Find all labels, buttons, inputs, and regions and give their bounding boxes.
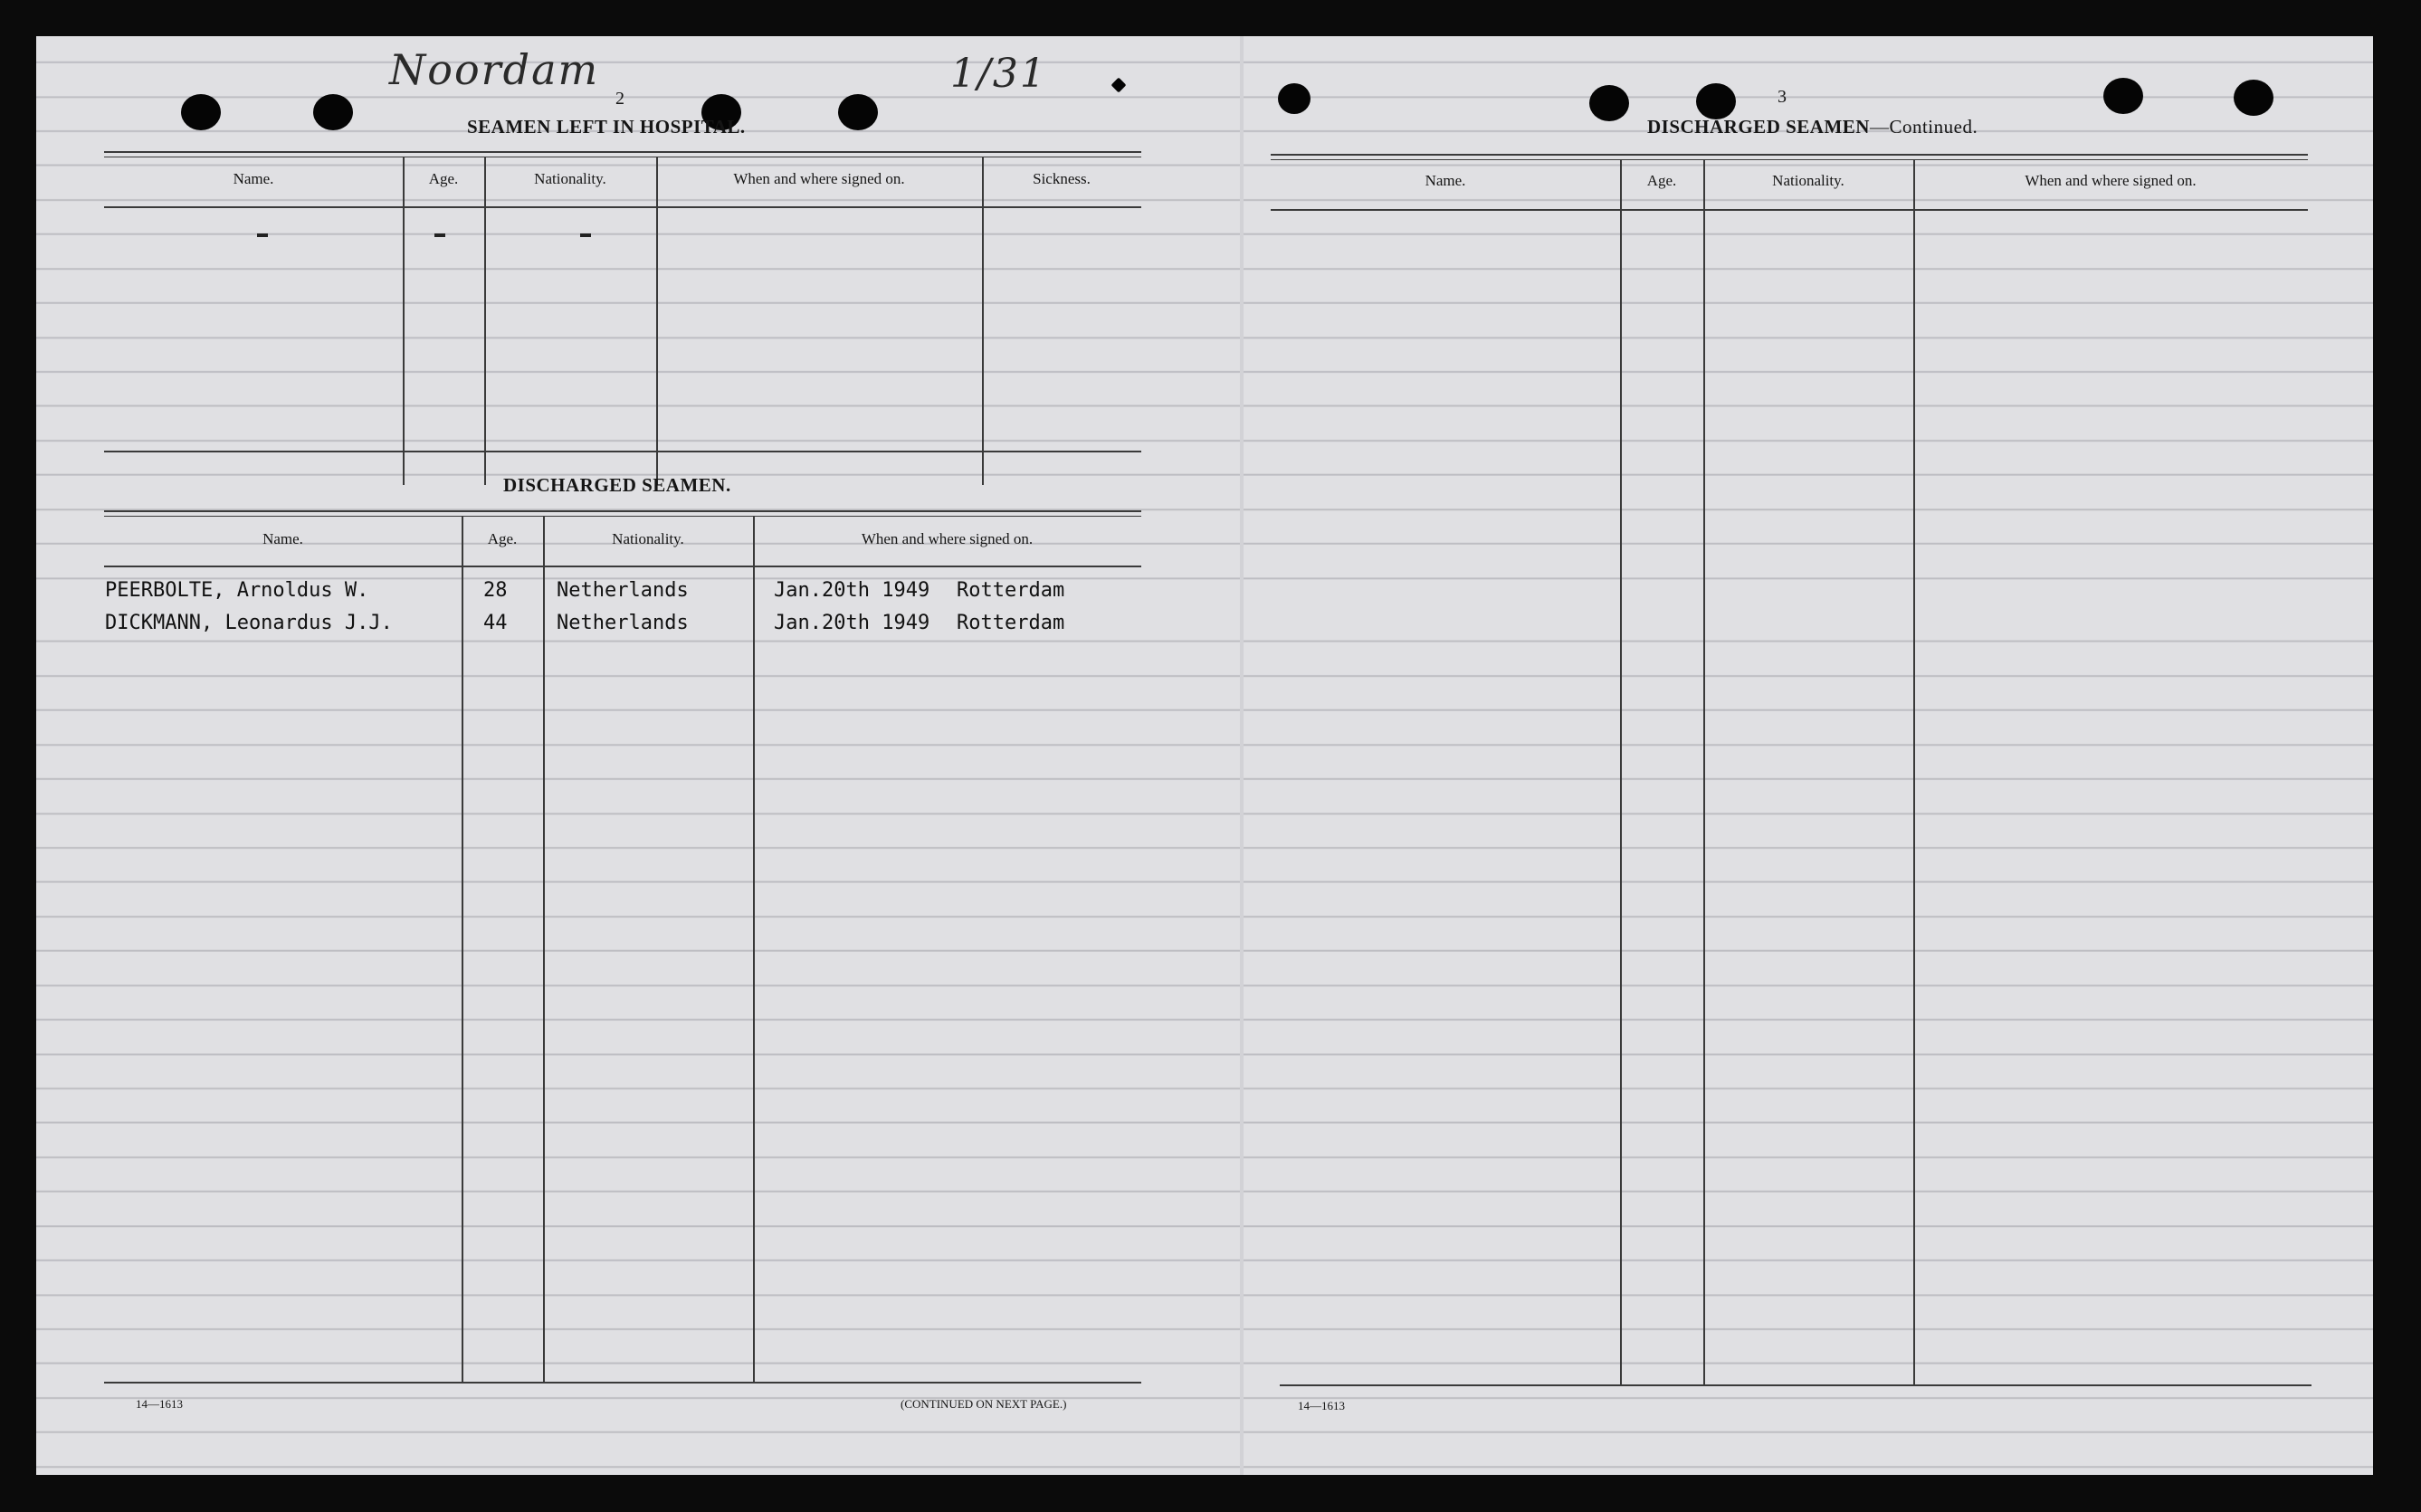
column-divider [484, 157, 486, 485]
punch-hole [181, 94, 221, 130]
column-divider [1620, 160, 1622, 1384]
col-name-header: Name. [1425, 172, 1466, 189]
signed-on-date: Jan.20th 1949 [774, 579, 930, 602]
punch-hole [1696, 83, 1736, 119]
empty-dash [580, 233, 591, 237]
seaman-nationality: Netherlands [557, 579, 689, 602]
col-signed-on-header: When and where signed on. [861, 530, 1034, 547]
ink-mark [1111, 78, 1127, 93]
column-divider [462, 517, 463, 1382]
seaman-age: 28 [483, 579, 508, 602]
col-sickness-header: Sickness. [1033, 170, 1091, 187]
rule [104, 206, 1141, 208]
col-name-header: Name. [233, 170, 274, 187]
empty-dash [257, 233, 268, 237]
discharged-section-title: DISCHARGED SEAMEN. [503, 474, 731, 496]
column-divider [753, 517, 755, 1382]
rule [104, 451, 1141, 452]
hospital-section-title: SEAMEN LEFT IN HOSPITAL. [467, 116, 746, 138]
col-nationality-header: Nationality. [534, 170, 606, 187]
col-age-header: Age. [487, 530, 518, 547]
rule [1271, 209, 2308, 211]
rule [104, 566, 1141, 567]
seaman-nationality: Netherlands [557, 612, 689, 634]
column-divider [1703, 160, 1705, 1384]
punch-hole [313, 94, 353, 130]
punch-hole [838, 94, 878, 130]
seaman-age: 44 [483, 612, 508, 634]
signed-on-place: Rotterdam [957, 612, 1065, 634]
rule [104, 510, 1141, 512]
empty-dash [434, 233, 445, 237]
rule [104, 151, 1141, 153]
right-page [1244, 36, 2373, 1475]
form-number: 14—1613 [1298, 1399, 1345, 1412]
form-number: 14—1613 [136, 1397, 183, 1411]
col-nationality-header: Nationality. [612, 530, 684, 547]
column-divider [1913, 160, 1915, 1384]
column-divider [403, 157, 405, 485]
continued-note: (CONTINUED ON NEXT PAGE.) [901, 1397, 1067, 1411]
column-divider [543, 517, 545, 1382]
punch-hole [2103, 78, 2143, 114]
left-page [36, 36, 1240, 1475]
section-title [1647, 116, 1978, 138]
col-age-header: Age. [1646, 172, 1677, 189]
page-number: 3 [1778, 87, 1787, 107]
punch-hole [1278, 83, 1311, 114]
column-divider [982, 157, 984, 485]
col-nationality-header: Nationality. [1772, 172, 1844, 189]
handwritten-ship-name: Noordam [389, 45, 600, 94]
seaman-name: PEERBOLTE, Arnoldus W. [105, 579, 369, 602]
col-age-header: Age. [428, 170, 459, 187]
handwritten-reference: 1/31 [950, 51, 1047, 97]
col-signed-on-header: When and where signed on. [2025, 172, 2197, 189]
document-sheet [36, 36, 2373, 1475]
rule [104, 516, 1141, 517]
rule [104, 1382, 1141, 1384]
rule [1271, 159, 2308, 160]
column-divider [656, 157, 658, 485]
seaman-name: DICKMANN, Leonardus J.J. [105, 612, 393, 634]
rule [1271, 154, 2308, 156]
signed-on-date: Jan.20th 1949 [774, 612, 930, 634]
col-name-header: Name. [262, 530, 303, 547]
punch-hole [1589, 85, 1629, 121]
signed-on-place: Rotterdam [957, 579, 1065, 602]
punch-hole [2234, 80, 2273, 116]
col-signed-on-header: When and where signed on. [733, 170, 905, 187]
page-number: 2 [615, 89, 624, 109]
section-title-suffix: —Continued. [1869, 116, 1978, 138]
rule [1280, 1384, 2311, 1386]
section-title-main: DISCHARGED SEAMEN [1647, 116, 1870, 138]
